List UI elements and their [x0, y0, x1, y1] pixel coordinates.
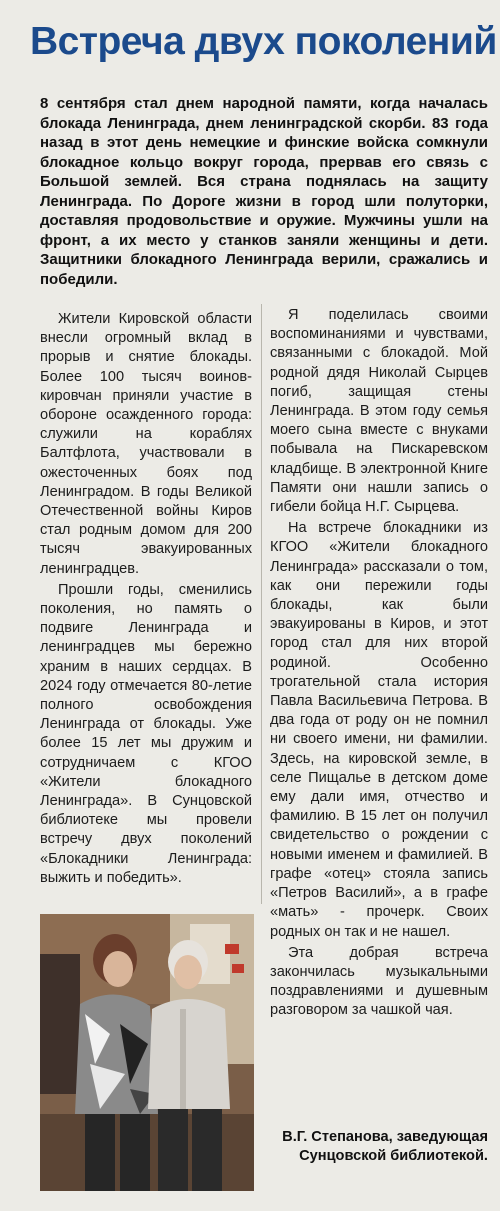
article-title: Встреча двух поколений [30, 20, 497, 63]
column-divider [261, 304, 262, 904]
right-paragraph-2: На встрече блокадники из КГОО «Жители блокадного Ленинграда» рассказали о том, как они пережили годы блокады, как были эвакуированы в Киров, и этот город стал для них второй родиной. Особенно трогательной стала история Павла Васильевича Петрова. В два года от роду он не помнил ни своего имени, ни фамилии. Здесь, на кировской земле, в селе Пищалье в детском доме ему дали имя, отчество и фамилию. В 15 лет он получил свидетельство о рождении с новыми именем и фамилией. В графе «отец» стояла запись «Петров Василий», а в графе «мать» - прочерк. Своих родных он так и не нашел. [270, 520, 488, 940]
right-column [270, 306, 488, 1021]
article-photo [40, 914, 254, 1191]
photo-two-women [40, 914, 254, 1191]
right-paragraph-3: Эта добрая встреча закончилась музыкальными поздравлениями и душевным разговором за чашкой чая. [270, 944, 488, 1019]
right-paragraph-1: Я поделилась своими воспоминаниями и чувствами, связанными с блокадой. Мой родной дядя Николай Сырцев погиб, защищая стены Ленинграда. В этом году семья моего сына вместе с внуками побывала на Пискаревском кладбище. В электронной Книге Памяти они нашли запись о гибели бойца Н.Г. Сырцева. [270, 307, 488, 516]
left-paragraph-2: Прошли годы, сменились поколения, но память о подвиге Ленинграда и ленинградцев мы бережно храним в наших сердцах. В 2024 году отмечается 80-летие полного освобождения Ленинграда от блокады. Уже более 15 лет мы дружим и сотрудничаем с КГОО «Жители блокадного Ленинграда». В Сунцовской библиотеке мы провели встречу двух поколений «Блокадники Ленинграда: выжить и победить». [40, 581, 252, 886]
left-column [40, 310, 252, 888]
left-paragraph-1: Жители Кировской области внесли огромный вклад в прорыв и снятие блокады. Более 100 тысяч воинов-кировчан приняли участие в обороне осажденного города: служили на кораблях Балтфлота, участвовали в ожесточенных боях под Ленинградом. В годы Великой Отечественной войны Киров стал родным домом для 200 тысяч эвакуированных ленинградцев. [40, 311, 252, 577]
article-signature: В.Г. Степанова, заведующая Сунцовской библиотекой. [282, 1129, 488, 1164]
article-lead: 8 сентября стал днем народной памяти, когда началась блокада Ленинграда, днем ленинградской скорби. 83 года назад в этот день немецкие и финские войска сомкнули блокадное кольцо вокруг города, прервав его связь с Большой землей. Вся страна поднялась на защиту Ленинграда. По Дороге жизни в город шли полуторки, доставляя продовольствие и оружие. Мужчины ушли на фронт, а их место у станков заняли женщины и дети. Защитники блокадного Ленинграда верили, сражались и победили. [40, 95, 488, 288]
